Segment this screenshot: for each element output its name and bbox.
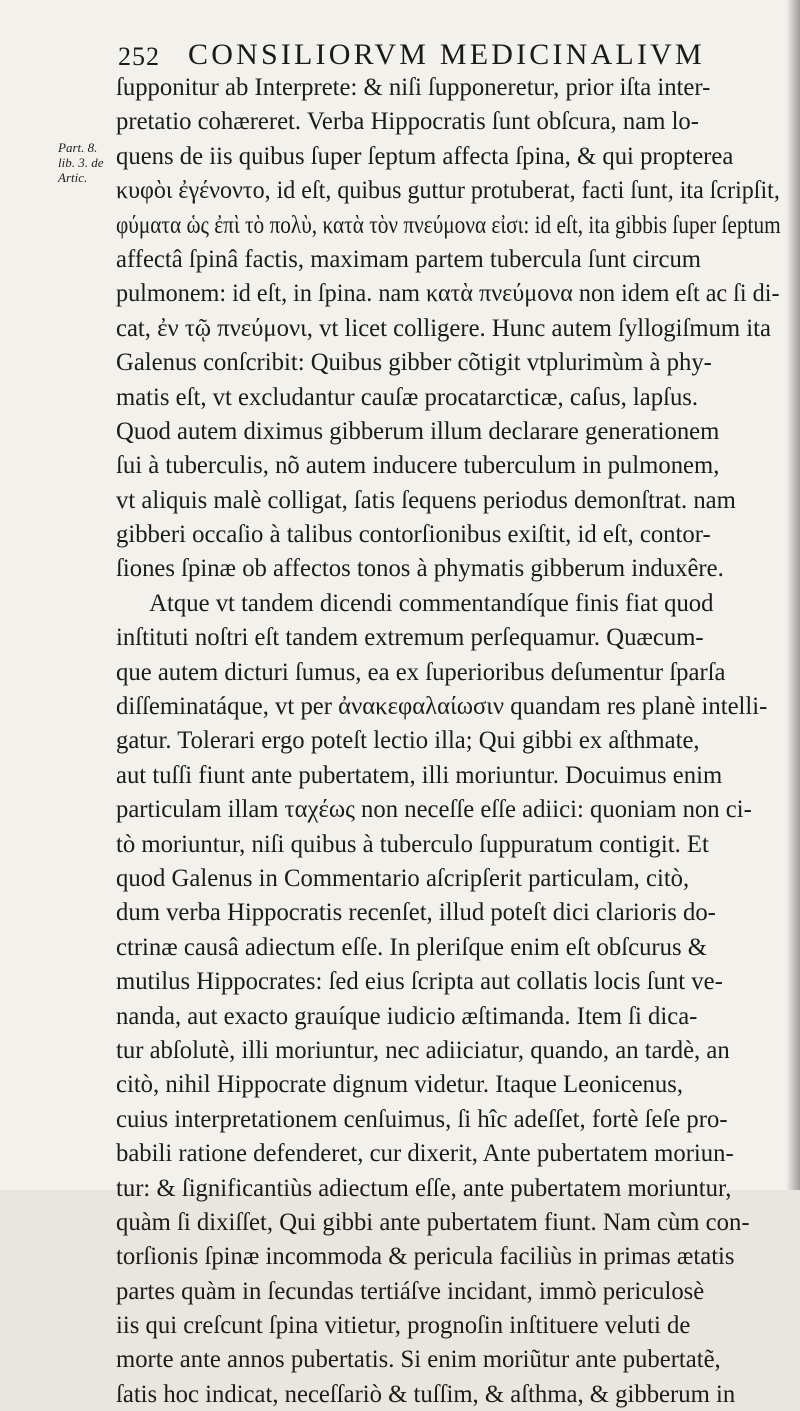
text-line: quàm ſi dixiſſet, Qui gibbi ante pubertatem fiunt. Nam cùm con- (116, 1207, 750, 1236)
body-text (116, 70, 796, 1411)
text-line: dum verba Hippocratis recenſet, illud poteſt dici clarioris do- (116, 898, 716, 927)
text-line: Atque vt tandem dicendi commentandíque finis fiat quod (149, 588, 714, 617)
text-line: babili ratione defenderet, cur dixerit, Ante pubertatem moriun- (116, 1139, 734, 1168)
text-line: citò, nihil Hippocrate dignum videtur. Itaque Leonicenus, (116, 1070, 684, 1099)
text-line: torſionis ſpinæ incommoda & pericula faciliùs in primas ætatis (116, 1242, 735, 1271)
text-line: ſupponitur ab Interprete: & niſi ſupponeretur, prior iſta inter- (116, 73, 711, 101)
running-title: CONSILIORVM MEDICINALIVM (188, 38, 705, 71)
text-line: gibberi occaſio à talibus contorſionibus exiſtit, id eſt, contor- (116, 520, 711, 549)
margin-note: lib. 3. de (58, 155, 104, 170)
text-line: particulam illam ταχέως non neceſſe eſſe adiici: quoniam non ci- (116, 795, 752, 824)
text-line: matis eſt, vt excludantur cauſæ procatarcticæ, caſus, lapſus. (116, 382, 699, 411)
page-header (118, 38, 738, 74)
margin-note: Part. 8. (58, 140, 98, 155)
text-line: ctrinæ causâ adiectum eſſe. In pleriſque enim eſt obſcurus & (116, 932, 707, 961)
text-line: quens de iis quibus ſuper ſeptum affecta ſpina, & qui propterea (116, 141, 734, 170)
text-line: partes quàm in ſecundas tertiáſve incidant, immò periculosè (116, 1276, 705, 1305)
text-line: diſſeminatáque, vt per ἀνακεφαλαίωσιν quandam res planè intelli- (116, 692, 768, 721)
text-line: mutilus Hippocrates: ſed eius ſcripta aut collatis locis ſunt ve- (116, 967, 723, 996)
text-line: gatur. Tolerari ergo poteſt lectio illa; Qui gibbi ex aſthmate, (116, 726, 700, 755)
text-line: ſatis hoc indicat, neceſſariò & tuſſim, & aſthma, & gibberum in (116, 1379, 736, 1408)
text-line: φύματα ὡς ἐπὶ τὸ πολὺ, κατὰ τὸν πνεύμονα εἰσι: id eſt, ita gibbis ſuper ſeptum (116, 210, 781, 239)
text-line: κυφὸι ἐγένοντο, id eſt, quibus guttur protuberat, facti ſunt, ita ſcripſit, (116, 176, 780, 205)
text-line: morte ante annos pubertatis. Si enim moriũtur ante pubertatẽ, (116, 1345, 721, 1374)
text-line: aut tuſſi fiunt ante pubertatem, illi moriuntur. Docuimus enim (116, 760, 723, 789)
text-line: inſtituti noſtri eſt tandem extremum perſequamur. Quæcum- (116, 623, 704, 652)
text-line: affectâ ſpinâ factis, maximam partem tubercula ſunt circum (116, 244, 702, 273)
text-line: iis qui creſcunt ſpina vitietur, prognoſin inſtituere veluti de (116, 1311, 691, 1340)
text-line: quod Galenus in Commentario aſcripſerit particulam, citò, (116, 863, 690, 892)
text-line: que autem dicturi ſumus, ea ex ſuperioribus deſumentur ſparſa (116, 657, 726, 686)
margin-notes (58, 140, 122, 185)
text-line: Quod autem diximus gibberum illum declarare generationem (116, 416, 720, 445)
text-line: ſiones ſpinæ ob affectos tonos à phymatis gibberum induxêre. (116, 554, 724, 583)
text-line: nanda, aut exacto grauíque iudicio æſtimanda. Item ſi dica- (116, 1001, 698, 1030)
page-number: 252 (118, 42, 160, 71)
text-line: vt aliquis malè colligat, ſatis ſequens periodus demonſtrat. nam (116, 485, 736, 514)
text-line: Galenus conſcribit: Quibus gibber cõtigit vtplurimùm à phy- (116, 348, 712, 377)
text-line: tò moriuntur, niſi quibus à tuberculo ſuppuratum contigit. Et (116, 829, 709, 858)
text-line: cat, ἐν τῷ πνεύμονι, vt licet colligere. Hunc autem ſyllogiſmum ita (116, 313, 771, 342)
margin-note: Artic. (58, 170, 88, 185)
text-line: tur abſolutè, illi moriuntur, nec adiiciatur, quando, an tardè, an (116, 1035, 730, 1064)
text-line: cuius interpretationem cenſuimus, ſi hîc adeſſet, fortè ſeſe pro- (116, 1104, 728, 1133)
text-line: ſui à tuberculis, nõ autem inducere tuberculum in pulmonem, (116, 451, 720, 480)
text-line: tur: & ſignificantiùs adiectum eſſe, ante pubertatem moriuntur, (116, 1173, 732, 1202)
text-line: pulmonem: id eſt, in ſpina. nam κατὰ πνεύμονα non idem eſt ac ſi di- (116, 279, 780, 308)
text-line: pretatio cohæreret. Verba Hippocratis ſunt obſcura, nam lo- (116, 107, 700, 136)
